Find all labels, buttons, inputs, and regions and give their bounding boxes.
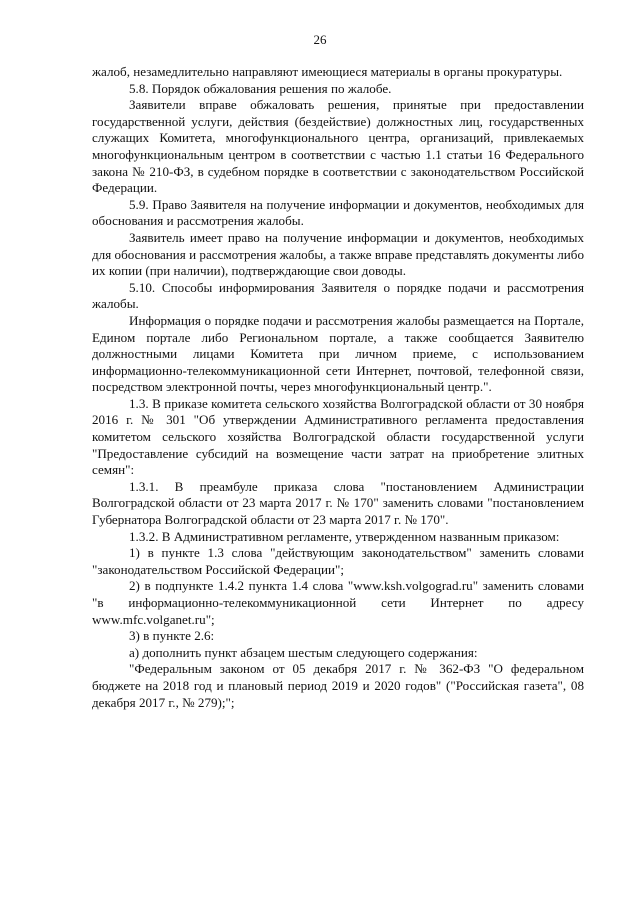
list-item: 2) в подпункте 1.4.2 пункта 1.4 слова "www.ksh.volgograd.ru" заменить словами "в информационно-телекоммуникационной сети Интернет по адресу www.mfc.volganet.ru"; [92, 578, 584, 627]
section-heading-5-8: 5.8. Порядок обжалования решения по жалобе. [129, 80, 392, 96]
sub-item: а) дополнить пункт абзацем шестым следующего содержания: [129, 644, 478, 660]
paragraph: Информация о порядке подачи и рассмотрения жалобы размещается на Портале, Едином портале либо Региональном портале, а также сообщается Заявителю должностными лицами Комитета при личном приеме, с использованием информационно-телекоммуникационной сети Интернет, почтовой, телефонной связи, посредством электронной почты, через многофункциональный центр.". [92, 312, 584, 395]
list-item: 3) в пункте 2.6: [129, 628, 215, 644]
clause-1-3-2: 1.3.2. В Административном регламенте, утвержденном названным приказом: [129, 528, 560, 544]
paragraph: жалоб, незамедлительно направляют имеющиеся материалы в органы прокуратуры. [92, 64, 563, 79]
section-heading-5-10: 5.10. Способы информирования Заявителя о порядке подачи и рассмотрения жалобы. [92, 279, 584, 312]
clause-1-3-1: 1.3.1. В преамбуле приказа слова "постановлением Администрации Волгоградской области от 23 марта 2017 г. № 170" заменить словами "постановлением Губернатора Волгоградской области от 23 марта 2017 г. № 170". [92, 478, 584, 528]
page-number: 26 [313, 32, 327, 47]
section-heading-5-9: 5.9. Право Заявителя на получение информации и документов, необходимых для обоснования и рассмотрения жалобы. [92, 196, 584, 229]
paragraph: "Федеральным законом от 05 декабря 2017 г. № 362-ФЗ "О федеральном бюджете на 2018 год и плановый период 2019 и 2020 годов" ("Российская газета", 08 декабря 2017 г., № 279);"; [92, 661, 584, 710]
clause-1-3: 1.3. В приказе комитета сельского хозяйства Волгоградской области от 30 ноября 2016 г. № 301 "Об утверждении Административного регламента предоставления комитетом сельского хозяйства Волгоградской области государственной услуги "Предоставление субсидий на возмещение части затрат на приобретение элитных семян": [92, 395, 584, 478]
paragraph: Заявители вправе обжаловать решения, принятые при предоставлении государственной услуги, действия (бездействие) должностных лиц, государственных служащих Комитета, многофункционального центра, организаций, привлекаемых многофункциональным центром в соответствии с частью 1.1 статьи 16 Федерального закона № 210-ФЗ, в судебном порядке в соответствии с законодательством Российской Федерации. [92, 97, 584, 196]
paragraph: Заявитель имеет право на получение информации и документов, необходимых для обоснования и рассмотрения жалобы, а также вправе представлять документы либо их копии (при наличии), подтверждающие свои доводы. [92, 229, 584, 279]
list-item: 1) в пункте 1.3 слова "действующим законодательством" заменить словами "законодательством Российской Федерации"; [92, 545, 584, 577]
document-body [92, 64, 584, 711]
